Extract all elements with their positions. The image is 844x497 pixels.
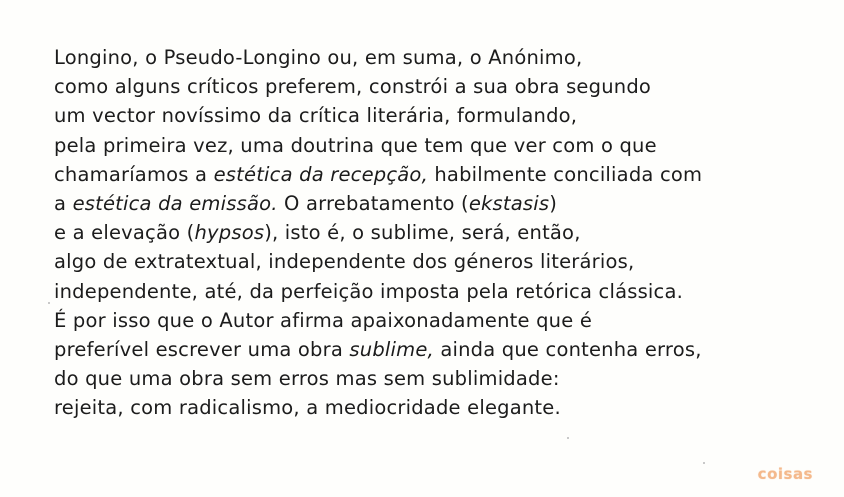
italic-text: sublime, <box>349 337 434 361</box>
text-segment: ) <box>549 191 558 215</box>
text-segment: do que uma obra sem erros mas sem sublimidade: <box>54 367 560 391</box>
text-segment: O arrebatamento ( <box>277 191 469 215</box>
scan-speck <box>567 437 569 439</box>
italic-text: estética da recepção, <box>213 162 428 186</box>
text-segment: a <box>54 191 73 215</box>
text-segment: e a elevação ( <box>54 221 195 245</box>
text-segment: independente, até, da perfeição imposta pela retórica clássica. <box>54 279 684 303</box>
scan-speck <box>48 302 50 304</box>
text-segment: ), isto é, o sublime, será, então, <box>264 221 581 245</box>
paragraph <box>54 43 794 422</box>
text-segment: É por isso que o Autor afirma apaixonadamente que é <box>54 308 593 332</box>
text-segment: chamaríamos a <box>54 162 214 186</box>
text-segment: um vector novíssimo da crítica literária, formulando, <box>54 104 578 128</box>
text-line <box>54 393 794 422</box>
italic-text: estética da emissão. <box>72 191 278 215</box>
italic-text: ekstasis <box>468 191 550 215</box>
text-line <box>54 247 794 276</box>
text-segment: rejeita, com radicalismo, a mediocridade elegante. <box>54 396 561 420</box>
text-segment: habilmente conciliada com <box>427 162 703 186</box>
italic-text: hypsos <box>194 221 265 245</box>
text-line <box>54 101 794 130</box>
text-segment: pela primeira vez, uma doutrina que tem que ver com o que <box>54 133 657 157</box>
text-line <box>54 189 794 218</box>
scan-speck <box>703 462 705 464</box>
watermark-logo: coisas <box>757 465 813 483</box>
text-segment: como alguns críticos preferem, constrói a sua obra segundo <box>54 75 652 99</box>
text-line <box>54 277 794 306</box>
text-line <box>54 218 794 247</box>
text-segment: ainda que contenha erros, <box>433 337 702 361</box>
text-line <box>54 131 794 160</box>
text-line <box>54 306 794 335</box>
text-segment: Longino, o Pseudo-Longino ou, em suma, o Anónimo, <box>54 46 583 69</box>
text-line <box>54 72 794 101</box>
text-line <box>54 364 794 393</box>
text-segment: algo de extratextual, independente dos géneros literários, <box>54 250 635 274</box>
text-line <box>54 43 794 72</box>
text-line <box>54 335 794 364</box>
text-segment: preferível escrever uma obra <box>54 337 350 361</box>
text-line <box>54 160 794 189</box>
